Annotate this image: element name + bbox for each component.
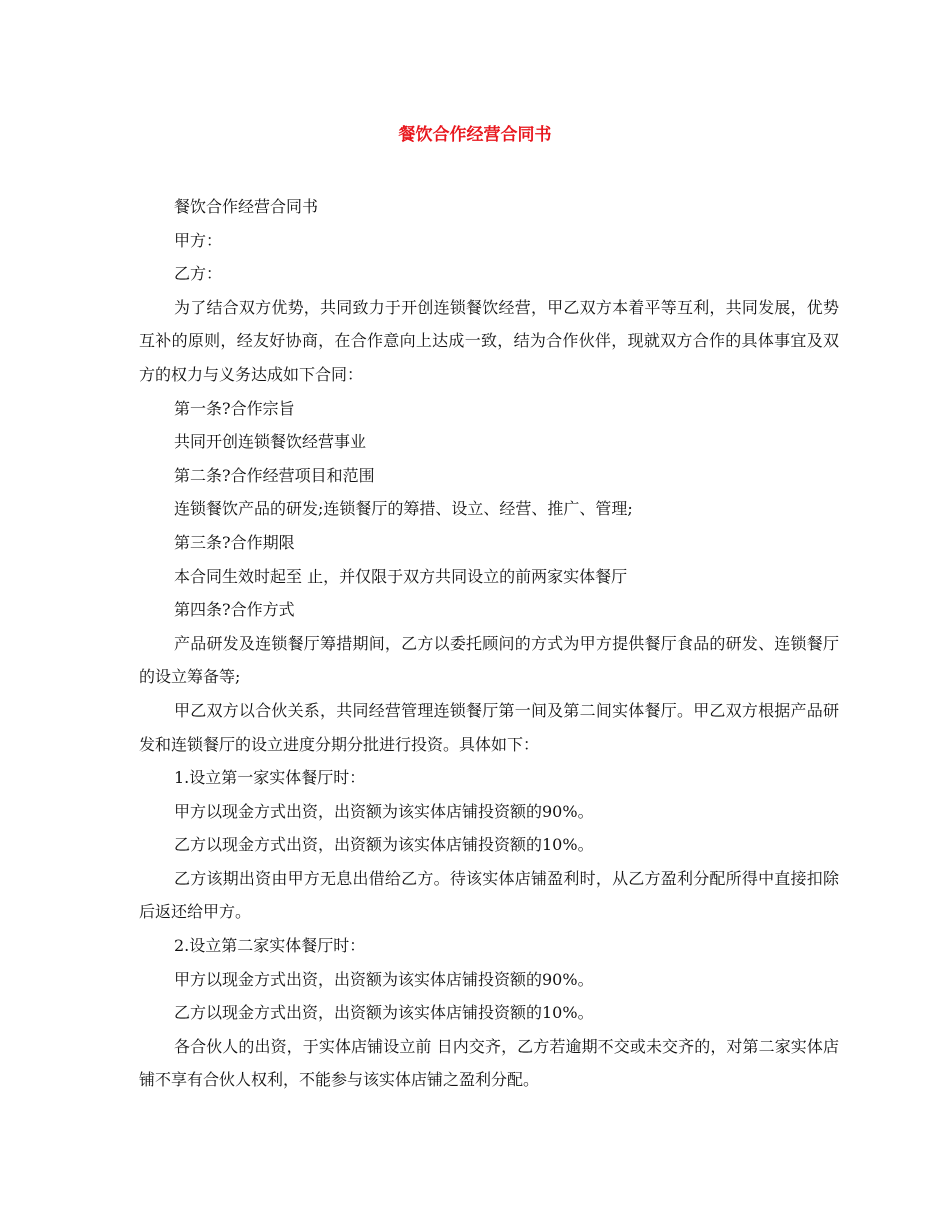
article-1-body: 共同开创连锁餐饮经营事业	[174, 432, 367, 452]
article-4-body-2: 甲乙双方以合伙关系，共同经营管理连锁餐厅第一间及第二间实体餐厅。甲乙双方根据产品研发和连锁餐厅的设立进度分期分批进行投资。具体如下：	[139, 700, 839, 754]
document-title: 餐饮合作经营合同书	[398, 125, 552, 145]
paragraph-heading: 餐饮合作经营合同书	[174, 197, 319, 216]
item-1-heading: 1.设立第一家实体餐厅时：	[174, 768, 366, 788]
article-3-heading: 第三条?合作期限	[174, 532, 295, 552]
article-4-heading: 第四条?合作方式	[174, 600, 295, 620]
paragraph-preamble: 为了结合双方优势，共同致力于开创连锁餐饮经营，甲乙双方本着平等互利，共同发展，优势互补的原则，经友好协商，在合作意向上达成一致，结为合作伙伴，现就双方合作的具体事宜及双方的权力与义务达成如下合同：	[139, 297, 839, 384]
item-2-party-b: 乙方以现金方式出资，出资额为该实体店铺投资额的10%。	[174, 1003, 594, 1023]
item-1-party-b: 乙方以现金方式出资，出资额为该实体店铺投资额的10%。	[174, 835, 594, 855]
item-2-heading: 2.设立第二家实体餐厅时：	[174, 936, 366, 956]
item-2-party-a: 甲方以现金方式出资，出资额为该实体店铺投资额的90%。	[174, 969, 594, 989]
article-4-body-1: 产品研发及连锁餐厅筹措期间，乙方以委托顾问的方式为甲方提供餐厅食品的研发、连锁餐厅的设立筹备等;	[139, 633, 839, 687]
party-a-label: 甲方：	[174, 230, 223, 250]
article-2-heading: 第二条?合作经营项目和范围	[174, 465, 375, 485]
article-3-body: 本合同生效时起至 止，并仅限于双方共同设立的前两家实体餐厅	[174, 566, 628, 586]
item-1-party-a: 甲方以现金方式出资，出资额为该实体店铺投资额的90%。	[174, 801, 594, 821]
article-1-heading: 第一条?合作宗旨	[174, 398, 295, 418]
article-2-body: 连锁餐饮产品的研发;连锁餐厅的筹措、设立、经营、推广、管理;	[174, 499, 633, 519]
party-b-label: 乙方：	[174, 264, 223, 284]
document-body	[139, 190, 839, 1097]
contribution-deadline: 各合伙人的出资，于实体店铺设立前 日内交齐，乙方若逾期不交或未交齐的，对第二家实体店铺不享有合伙人权利，不能参与该实体店铺之盈利分配。	[139, 1036, 839, 1090]
item-1-loan-note: 乙方该期出资由甲方无息出借给乙方。待该实体店铺盈利时，从乙方盈利分配所得中直接扣除后返还给甲方。	[139, 868, 839, 922]
